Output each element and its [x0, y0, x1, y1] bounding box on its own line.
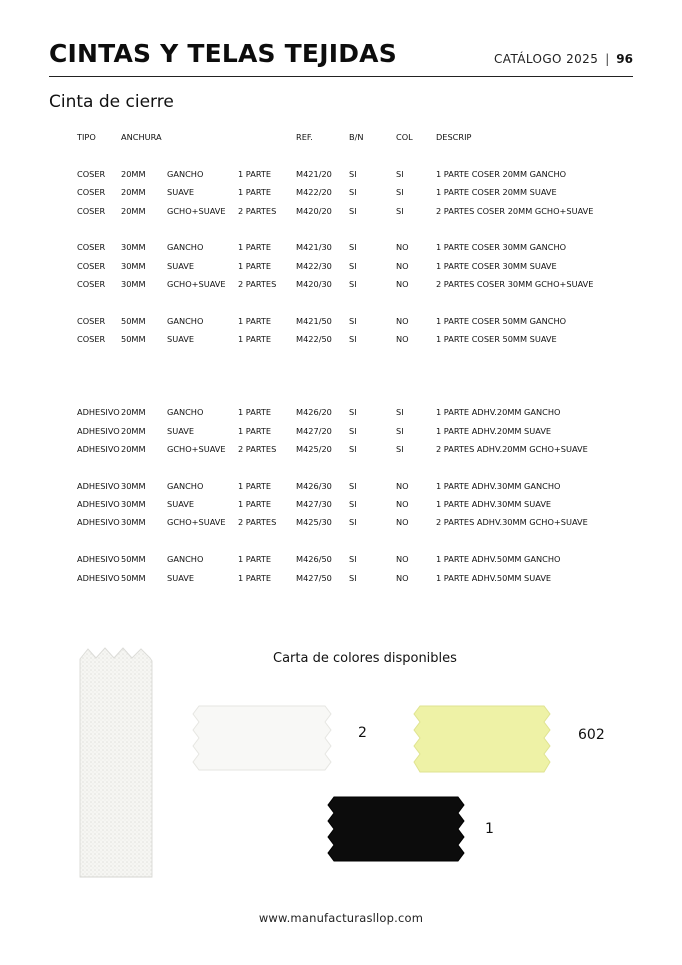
cell-tipo: COSER [77, 169, 106, 179]
cell-descrip: 1 PARTE COSER 50MM SUAVE [436, 334, 557, 344]
cell-anchura: 30MM [121, 517, 146, 527]
cell-modelo: SUAVE [167, 187, 195, 197]
cell-tipo: ADHESIVO [77, 481, 120, 491]
cell-ref: M426/50 [296, 554, 332, 564]
cell-descrip: 1 PARTE ADHV.30MM SUAVE [436, 499, 552, 509]
cell-modelo: GANCHO [167, 481, 204, 491]
cell-bn: SI [349, 407, 357, 417]
cell-bn: SI [349, 426, 357, 436]
cell-ref: M422/20 [296, 187, 332, 197]
cell-bn: SI [349, 499, 357, 509]
cell-partes: 1 PARTE [238, 554, 272, 564]
cell-ref: M421/50 [296, 316, 332, 326]
cell-ref: M420/20 [296, 206, 332, 216]
cell-modelo: GCHO+SUAVE [167, 517, 226, 527]
cell-partes: 1 PARTE [238, 573, 272, 583]
cell-bn: SI [349, 554, 357, 564]
cell-col: NO [396, 242, 409, 252]
cell-descrip: 1 PARTE ADHV.30MM GANCHO [436, 481, 561, 491]
cell-anchura: 20MM [121, 407, 146, 417]
cell-modelo: GANCHO [167, 316, 204, 326]
cell-descrip: 1 PARTE COSER 30MM GANCHO [436, 242, 567, 252]
cell-col: NO [396, 279, 409, 289]
cell-tipo: COSER [77, 206, 106, 216]
cell-col: SI [396, 169, 404, 179]
cell-partes: 1 PARTE [238, 407, 272, 417]
cell-tipo: COSER [77, 316, 106, 326]
cell-tipo: ADHESIVO [77, 426, 120, 436]
cell-bn: SI [349, 481, 357, 491]
cell-tipo: ADHESIVO [77, 573, 120, 583]
cell-partes: 2 PARTES [238, 279, 277, 289]
cell-ref: M422/50 [296, 334, 332, 344]
cell-modelo: GANCHO [167, 169, 204, 179]
cell-partes: 1 PARTE [238, 426, 272, 436]
cell-bn: SI [349, 444, 357, 454]
cell-modelo: GANCHO [167, 407, 204, 417]
cell-anchura: 20MM [121, 426, 146, 436]
cell-tipo: COSER [77, 261, 106, 271]
cell-anchura: 20MM [121, 187, 146, 197]
cell-ref: M422/30 [296, 261, 332, 271]
cell-anchura: 50MM [121, 334, 146, 344]
cell-col: SI [396, 444, 404, 454]
cell-partes: 2 PARTES [238, 206, 277, 216]
cell-modelo: GCHO+SUAVE [167, 279, 226, 289]
cell-descrip: 1 PARTE COSER 30MM SUAVE [436, 261, 557, 271]
swatch-white [191, 704, 333, 772]
cell-col: NO [396, 316, 409, 326]
cell-modelo: GCHO+SUAVE [167, 444, 226, 454]
cell-col: NO [396, 334, 409, 344]
cell-bn: SI [349, 261, 357, 271]
cell-col: NO [396, 554, 409, 564]
cell-descrip: 1 PARTE ADHV.20MM GANCHO [436, 407, 561, 417]
color-chart-title: Carta de colores disponibles [273, 651, 457, 666]
section-title: Cinta de cierre [49, 92, 174, 112]
cell-descrip: 2 PARTES ADHV.20MM GCHO+SUAVE [436, 444, 588, 454]
catalog-info [494, 52, 633, 66]
cell-anchura: 20MM [121, 169, 146, 179]
cell-ref: M425/20 [296, 444, 332, 454]
cell-partes: 1 PARTE [238, 481, 272, 491]
header-anchura: ANCHURA [121, 132, 162, 142]
cell-anchura: 30MM [121, 279, 146, 289]
header-descrip: DESCRIP [436, 132, 472, 142]
cell-ref: M427/50 [296, 573, 332, 583]
cell-descrip: 2 PARTES COSER 30MM GCHO+SUAVE [436, 279, 594, 289]
cell-descrip: 2 PARTES ADHV.30MM GCHO+SUAVE [436, 517, 588, 527]
cell-tipo: COSER [77, 187, 106, 197]
cell-modelo: GANCHO [167, 242, 204, 252]
cell-tipo: ADHESIVO [77, 499, 120, 509]
cell-ref: M426/20 [296, 407, 332, 417]
cell-descrip: 1 PARTE ADHV.50MM SUAVE [436, 573, 552, 583]
cell-bn: SI [349, 279, 357, 289]
cell-bn: SI [349, 316, 357, 326]
cell-bn: SI [349, 187, 357, 197]
cell-col: SI [396, 187, 404, 197]
cell-ref: M426/30 [296, 481, 332, 491]
header-col: COL [396, 132, 413, 142]
cell-partes: 1 PARTE [238, 242, 272, 252]
catalog-label: CATÁLOGO 2025 [493, 52, 599, 66]
cell-partes: 1 PARTE [238, 499, 272, 509]
swatch-code-black: 1 [485, 821, 494, 837]
cell-bn: SI [349, 206, 357, 216]
cell-partes: 1 PARTE [238, 334, 272, 344]
cell-anchura: 30MM [121, 242, 146, 252]
cell-anchura: 50MM [121, 316, 146, 326]
cell-anchura: 30MM [121, 261, 146, 271]
header-separator: | [605, 52, 610, 66]
cell-modelo: SUAVE [167, 261, 195, 271]
cell-bn: SI [349, 334, 357, 344]
page-header [49, 38, 633, 77]
cell-col: SI [396, 206, 404, 216]
header-bn: B/N [349, 132, 364, 142]
cell-descrip: 1 PARTE COSER 20MM GANCHO [436, 169, 567, 179]
page-title: CINTAS Y TELAS TEJIDAS [49, 39, 397, 68]
tape-sample-image [78, 645, 154, 882]
cell-partes: 1 PARTE [238, 316, 272, 326]
cell-col: SI [396, 426, 404, 436]
cell-partes: 2 PARTES [238, 444, 277, 454]
cell-bn: SI [349, 169, 357, 179]
cell-col: NO [396, 517, 409, 527]
cell-tipo: COSER [77, 334, 106, 344]
cell-partes: 1 PARTE [238, 169, 272, 179]
cell-col: NO [396, 499, 409, 509]
cell-tipo: ADHESIVO [77, 407, 120, 417]
cell-modelo: GANCHO [167, 554, 204, 564]
footer-website: www.manufacturasllop.com [258, 911, 424, 925]
cell-col: NO [396, 261, 409, 271]
swatch-code-yellow: 602 [578, 727, 605, 743]
cell-modelo: SUAVE [167, 499, 195, 509]
cell-tipo: ADHESIVO [77, 554, 120, 564]
cell-partes: 2 PARTES [238, 517, 277, 527]
cell-modelo: SUAVE [167, 426, 195, 436]
cell-anchura: 30MM [121, 499, 146, 509]
cell-descrip: 1 PARTE COSER 20MM SUAVE [436, 187, 557, 197]
cell-bn: SI [349, 573, 357, 583]
cell-ref: M427/20 [296, 426, 332, 436]
cell-descrip: 2 PARTES COSER 20MM GCHO+SUAVE [436, 206, 594, 216]
cell-anchura: 30MM [121, 481, 146, 491]
cell-tipo: ADHESIVO [77, 517, 120, 527]
cell-partes: 1 PARTE [238, 187, 272, 197]
swatch-black [326, 795, 466, 863]
cell-descrip: 1 PARTE COSER 50MM GANCHO [436, 316, 567, 326]
cell-descrip: 1 PARTE ADHV.20MM SUAVE [436, 426, 552, 436]
cell-anchura: 20MM [121, 206, 146, 216]
cell-col: NO [396, 573, 409, 583]
cell-col: SI [396, 407, 404, 417]
cell-anchura: 50MM [121, 554, 146, 564]
cell-col: NO [396, 481, 409, 491]
cell-ref: M427/30 [296, 499, 332, 509]
cell-bn: SI [349, 242, 357, 252]
cell-tipo: COSER [77, 242, 106, 252]
cell-bn: SI [349, 517, 357, 527]
cell-tipo: ADHESIVO [77, 444, 120, 454]
cell-ref: M421/20 [296, 169, 332, 179]
swatch-code-white: 2 [358, 725, 367, 741]
cell-ref: M420/30 [296, 279, 332, 289]
cell-ref: M421/30 [296, 242, 332, 252]
cell-modelo: GCHO+SUAVE [167, 206, 226, 216]
cell-anchura: 20MM [121, 444, 146, 454]
page-number: 96 [616, 52, 633, 66]
cell-partes: 1 PARTE [238, 261, 272, 271]
cell-tipo: COSER [77, 279, 106, 289]
cell-modelo: SUAVE [167, 573, 195, 583]
swatch-pale-yellow [412, 704, 552, 774]
header-ref: REF. [296, 132, 313, 142]
cell-modelo: SUAVE [167, 334, 195, 344]
cell-descrip: 1 PARTE ADHV.50MM GANCHO [436, 554, 561, 564]
cell-anchura: 50MM [121, 573, 146, 583]
header-tipo: TIPO [77, 132, 96, 142]
cell-ref: M425/30 [296, 517, 332, 527]
